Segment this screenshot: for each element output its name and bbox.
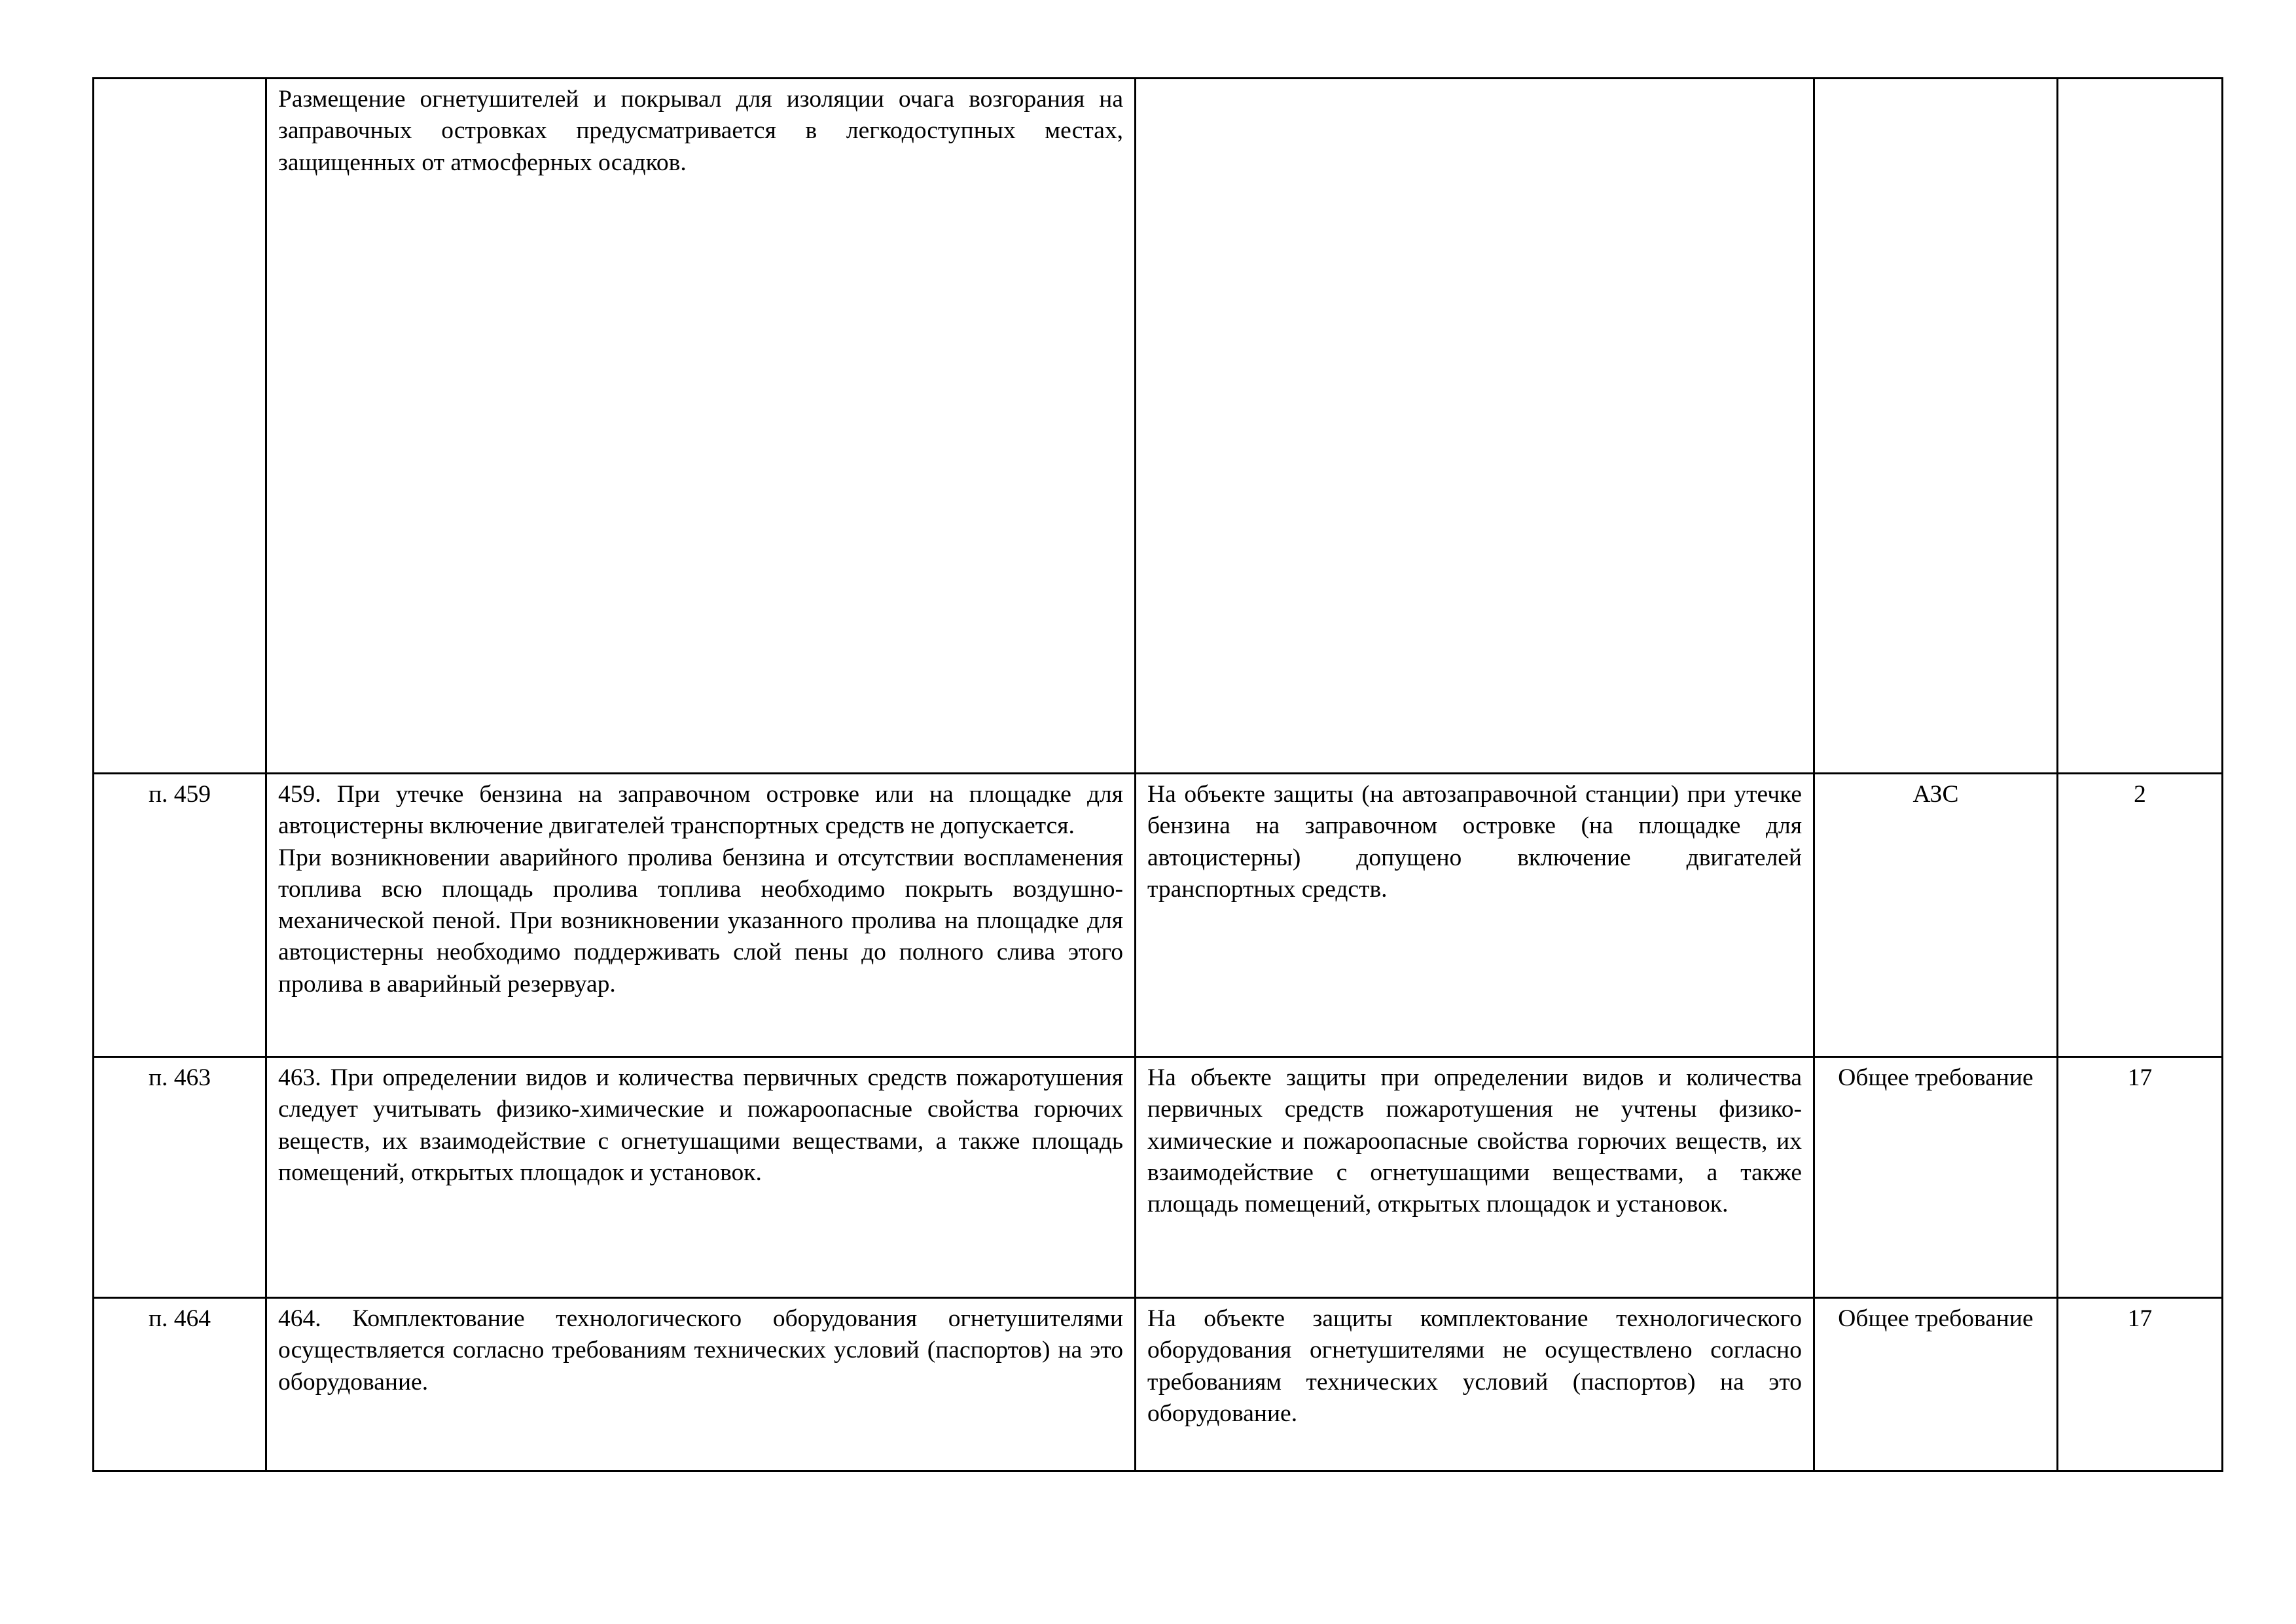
table-row <box>94 1298 2223 1471</box>
requirement-cell <box>266 1298 1136 1471</box>
table-row <box>94 1057 2223 1298</box>
requirement-cell <box>266 774 1136 1057</box>
category-cell: АЗС <box>1814 774 2058 1057</box>
requirement-cell <box>266 79 1136 774</box>
requirements-table <box>92 77 2223 1472</box>
number-cell: 17 <box>2058 1057 2223 1298</box>
category-cell: Общее требование <box>1814 1298 2058 1471</box>
table-row <box>94 774 2223 1057</box>
violation-cell: На объекте защиты при определении видов и количества первичных средств пожаротушения не учтены физико-химические и пожароопасные свойства горючих веществ, их взаимодействие с огнетушащими веществами, а также площадь помещений, открытых площадок и установок. <box>1136 1057 1814 1298</box>
table-row <box>94 79 2223 774</box>
requirement-text: 464. Комплектование технологического оборудования огнетушителями осуществляется согласно требованиям технических условий (паспортов) на это оборудование. <box>278 1305 1123 1396</box>
requirement-text: При возникновении аварийного пролива бензина и отсутствии воспламенения топлива всю площадь пролива топлива необходимо покрыть воздушно-механической пеной. При возникновении указанного пролива на площадке для автоцистерны необходимо поддерживать слой пены до полного слива этого пролива в аварийный резервуар. <box>278 844 1123 998</box>
reference-cell: п. 464 <box>94 1298 266 1471</box>
number-cell: 2 <box>2058 774 2223 1057</box>
number-cell: 17 <box>2058 1298 2223 1471</box>
requirement-text: Размещение огнетушителей и покрывал для изоляции очага возгорания на заправочных островках предусматривается в легкодоступных местах, защищенных от атмосферных осадков. <box>278 86 1123 176</box>
reference-cell <box>94 79 266 774</box>
violation-cell <box>1136 79 1814 774</box>
violation-cell: На объекте защиты комплектование технологического оборудования огнетушителями не осуществлено согласно требованиям технических условий (паспортов) на это оборудование. <box>1136 1298 1814 1471</box>
category-cell <box>1814 79 2058 774</box>
requirement-cell <box>266 1057 1136 1298</box>
violation-cell: На объекте защиты (на автозаправочной станции) при утечке бензина на заправочном островке (на площадке для автоцистерны) допущено включение двигателей транспортных средств. <box>1136 774 1814 1057</box>
requirement-text: 459. При утечке бензина на заправочном островке или на площадке для автоцистерны включение двигателей транспортных средств не допускается. <box>278 781 1123 840</box>
reference-cell: п. 463 <box>94 1057 266 1298</box>
reference-cell: п. 459 <box>94 774 266 1057</box>
category-cell: Общее требование <box>1814 1057 2058 1298</box>
requirement-text: 463. При определении видов и количества первичных средств пожаротушения следует учитывать физико-химические и пожароопасные свойства горючих веществ, их взаимодействие с огнетушащими веществами, а также площадь помещений, открытых площадок и установок. <box>278 1064 1123 1186</box>
number-cell <box>2058 79 2223 774</box>
